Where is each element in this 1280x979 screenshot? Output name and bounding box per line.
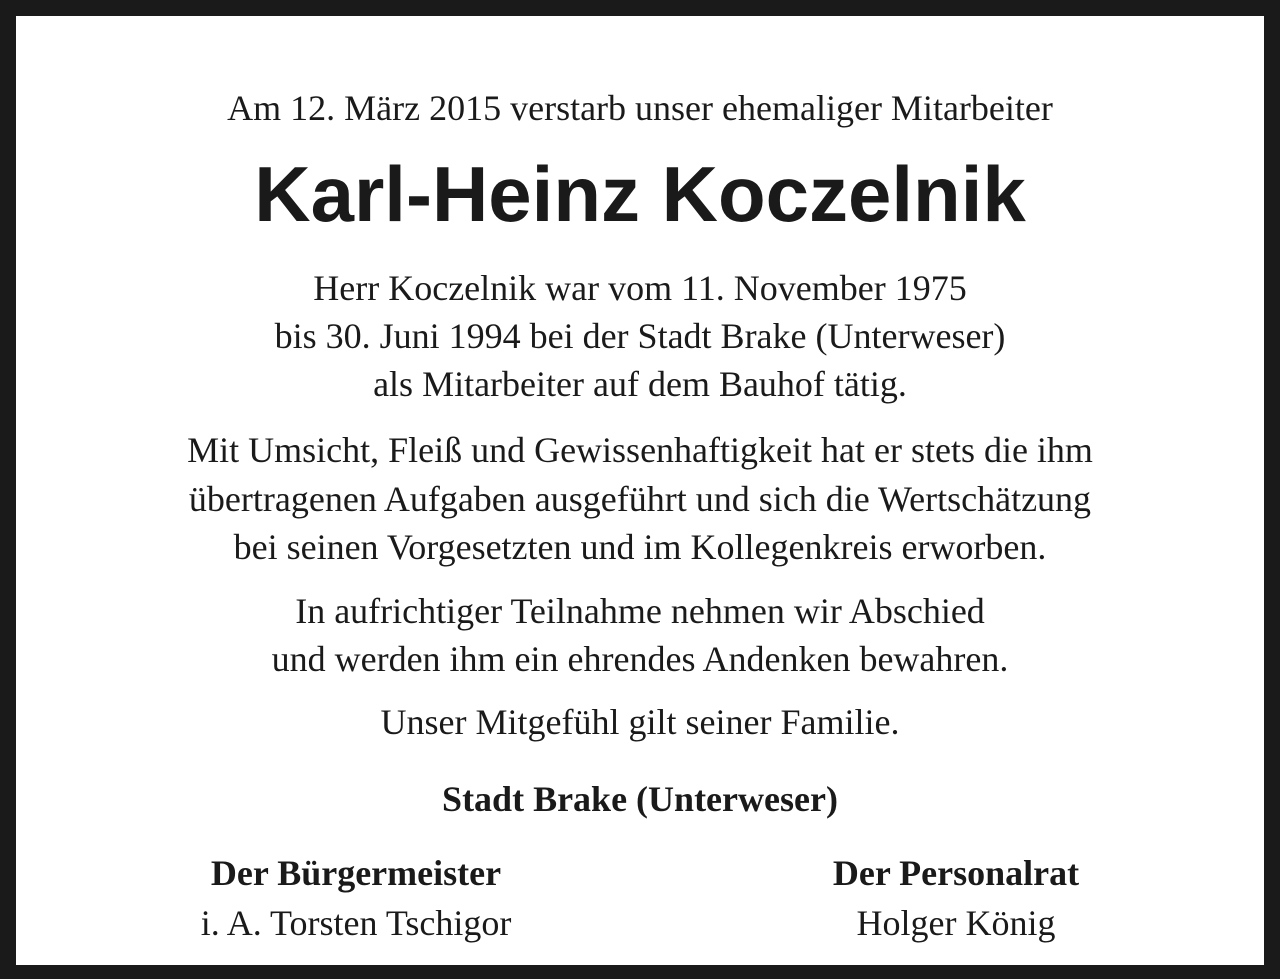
appreciation-line-2: übertragenen Aufgaben ausgeführt und sich die Wertschätzung <box>188 478 1092 519</box>
employment-line-1: Herr Koczelnik war vom 11. November 1975 <box>313 268 967 308</box>
employment-paragraph <box>32 264 1248 408</box>
signature-staff-council <box>706 848 1206 948</box>
farewell-line-2: und werden ihm ein ehrendes Andenken bewahren. <box>271 639 1009 679</box>
signatory-role: Der Bürgermeister <box>210 853 502 893</box>
employment-line-2: bis 30. Juni 1994 bei der Stadt Brake (Unterweser) <box>274 316 1006 356</box>
signatory-person: Holger König <box>856 903 1056 943</box>
obituary-content <box>32 32 1248 951</box>
farewell-line-1: In aufrichtiger Teilnahme nehmen wir Abschied <box>295 591 985 631</box>
appreciation-line-1: Mit Umsicht, Fleiß und Gewissenhaftigkeit hat er stets die ihm <box>187 430 1093 470</box>
signatory-role: Der Personalrat <box>832 853 1080 893</box>
farewell-paragraph <box>32 587 1248 683</box>
organization-name: Stadt Brake (Unterweser) <box>442 779 838 819</box>
signature-mayor <box>106 848 606 948</box>
deceased-name: Karl-Heinz Koczelnik <box>254 150 1026 238</box>
condolence-paragraph <box>32 698 1248 746</box>
intro-line: Am 12. März 2015 verstarb unser ehemaliger Mitarbeiter <box>227 88 1053 128</box>
appreciation-line-3: bei seinen Vorgesetzten und im Kollegenkreis erworben. <box>233 527 1047 567</box>
appreciation-paragraph <box>32 426 1248 572</box>
signatory-person: i. A. Torsten Tschigor <box>200 903 512 943</box>
employment-line-3: als Mitarbeiter auf dem Bauhof tätig. <box>373 364 907 404</box>
condolence-line: Unser Mitgefühl gilt seiner Familie. <box>380 702 900 742</box>
